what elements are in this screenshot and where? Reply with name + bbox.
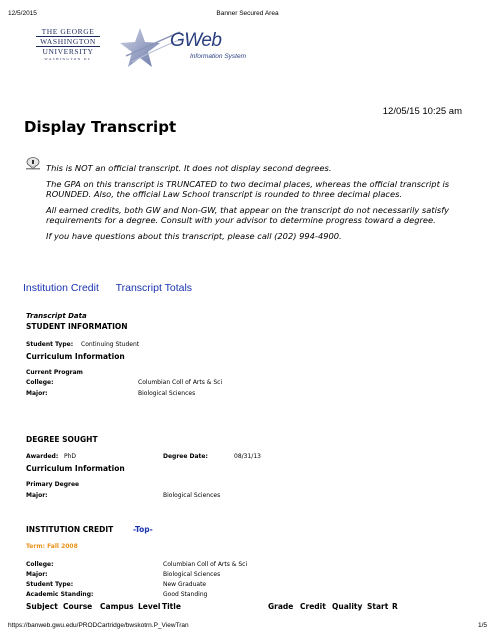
degree-date-label: Degree Date: [163, 453, 208, 460]
transcript-totals-link[interactable]: Transcript Totals [115, 282, 193, 294]
current-program-label: Current Program [26, 369, 83, 376]
page-number: 1/5 [477, 622, 487, 629]
transcript-data-title: Transcript Data [26, 312, 87, 320]
section-links [23, 282, 206, 294]
note-2: The GPA on this transcript is TRUNCATED to two decimal places, whereas the official transcript is ROUNDED. Also, the official Law School transcript is rounded to three decimal places. [46, 178, 450, 199]
student-type-value: Continuing Student [81, 341, 140, 348]
student-type-value-3: New Graduate [163, 581, 207, 588]
col-r: R [392, 602, 398, 611]
logo-line-4: WASHINGTON DC [44, 57, 92, 61]
logo-line-3: UNIVERSITY [42, 47, 94, 56]
col-grade: Grade [268, 602, 294, 611]
college-label-3: College: [26, 561, 54, 568]
major-label-3: Major: [26, 571, 48, 578]
notice-text [46, 163, 466, 246]
standing-value: Good Standing [163, 591, 208, 598]
gw-university-logo[interactable] [36, 28, 100, 62]
college-value-1: Columbian Coll of Arts & Sci [138, 379, 223, 386]
col-campus: Campus [100, 602, 134, 611]
student-type-label-3: Student Type: [26, 581, 74, 588]
gweb-subtitle: Information System [190, 53, 246, 60]
college-value-3: Columbian Coll of Arts & Sci [163, 561, 248, 568]
degree-sought-heading: DEGREE SOUGHT [26, 435, 98, 444]
primary-degree-label: Primary Degree [26, 481, 80, 488]
col-title: Title [162, 602, 181, 611]
top-link[interactable]: -Top- [133, 525, 153, 534]
major-value-1: Biological Sciences [138, 390, 196, 397]
timestamp: 12/05/15 10:25 am [382, 106, 462, 117]
gweb-logo[interactable] [118, 26, 258, 70]
standing-label: Academic Standing: [26, 591, 94, 598]
note-4: If you have questions about this transcript, please call (202) 994-4900. [46, 230, 342, 241]
awarded-value: PhD [64, 453, 77, 460]
logo-line-2: WASHINGTON [36, 36, 100, 47]
col-subject: Subject [26, 602, 58, 611]
page-title: Display Transcript [24, 118, 177, 136]
print-title: Banner Secured Area [216, 10, 279, 17]
awarded-label: Awarded: [26, 453, 59, 460]
curriculum-heading-2: Curriculum Information [26, 464, 125, 473]
info-icon [24, 156, 42, 170]
print-footer [0, 620, 495, 640]
logo-line-1: THE GEORGE [41, 27, 95, 36]
major-label-1: Major: [26, 390, 48, 397]
student-info-heading: STUDENT INFORMATION [26, 322, 128, 331]
major-value-3: Biological Sciences [163, 571, 221, 578]
print-date: 12/5/2015 [8, 10, 37, 17]
term-label: Term: Fall 2008 [26, 543, 78, 550]
major-label-2: Major: [26, 492, 48, 499]
major-value-2: Biological Sciences [163, 492, 221, 499]
page-url: https://banweb.gwu.edu/PRODCartridge/bwskotrn.P_ViewTran [8, 622, 189, 629]
col-quality: Quality [332, 602, 363, 611]
col-start: Start [367, 602, 389, 611]
degree-date-value: 08/31/13 [234, 453, 261, 460]
institution-credit-link[interactable]: Institution Credit [23, 282, 99, 294]
col-credit: Credit [300, 602, 326, 611]
student-type-label: Student Type: [26, 341, 74, 348]
print-header [0, 10, 495, 22]
institution-credit-heading: INSTITUTION CREDIT [26, 525, 114, 534]
college-label-1: College: [26, 379, 54, 386]
gweb-name: GWeb [170, 30, 222, 51]
col-course: Course [63, 602, 93, 611]
curriculum-heading-1: Curriculum Information [26, 352, 125, 361]
note-3: All earned credits, both GW and Non-GW, that appear on the transcript do not necessarily satisfy requirements for a degree. Consult with your advisor to determine progress toward a degree. [46, 204, 450, 225]
col-level: Level [138, 602, 161, 611]
note-1: This is NOT an official transcript. It does not display second degrees. [46, 163, 332, 173]
